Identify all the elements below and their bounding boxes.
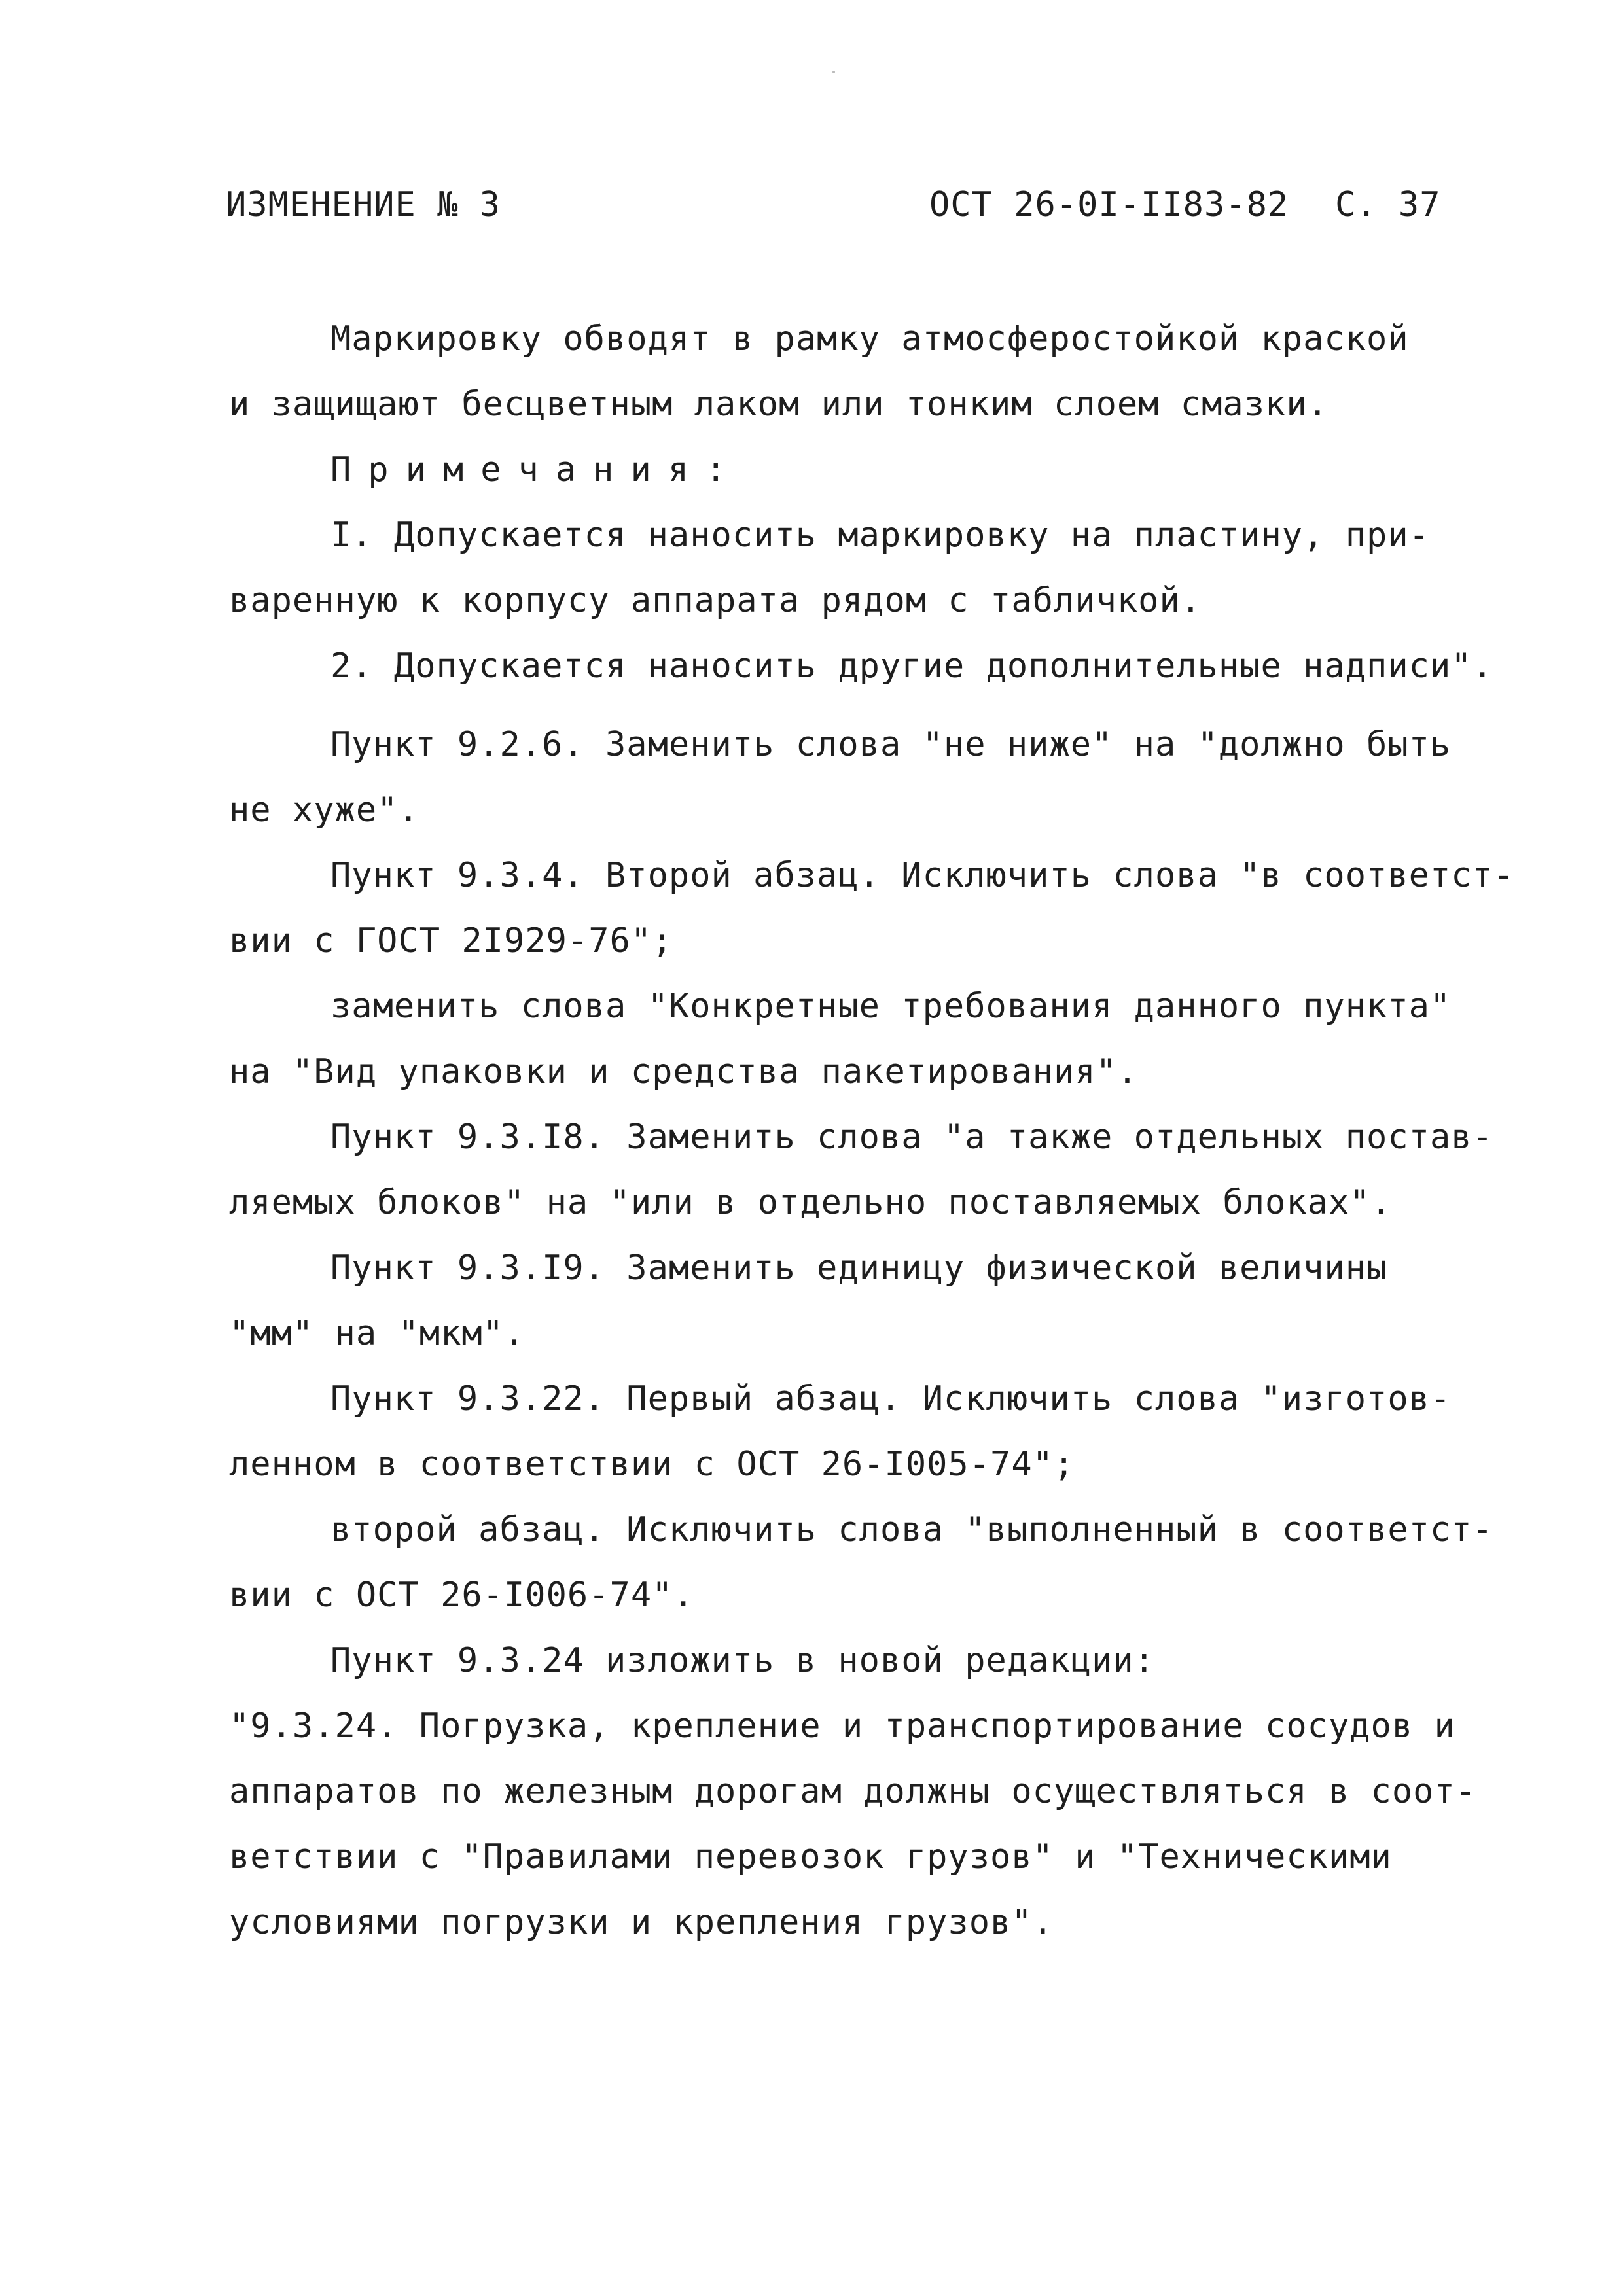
page-label: С. 37 bbox=[1335, 185, 1441, 224]
text-line: ленном в соответствии с ОСТ 26-I005-74"; bbox=[229, 1445, 1075, 1484]
text-line: второй абзац. Исключить слова "выполненный в соответст- bbox=[330, 1510, 1493, 1549]
text-line: "9.3.24. Погрузка, крепление и транспортирование сосудов и bbox=[229, 1706, 1455, 1746]
change-label: ИЗМЕНЕНИЕ № 3 bbox=[226, 185, 501, 224]
text-line: вии с ОСТ 26-I006-74". bbox=[229, 1576, 694, 1615]
notes-heading: Примечания: bbox=[330, 450, 743, 489]
text-line: Пункт 9.3.I9. Заменить единицу физической величины bbox=[330, 1248, 1388, 1288]
text-line: на "Вид упаковки и средства пакетирования". bbox=[229, 1052, 1139, 1091]
text-line: "мм" на "мкм". bbox=[229, 1314, 526, 1353]
text-line: заменить слова "Конкретные требования данного пункта" bbox=[330, 987, 1452, 1026]
text-line: вии с ГОСТ 2I929-76"; bbox=[229, 921, 673, 961]
text-line: ветствии с "Правилами перевозок грузов" и "Техническими bbox=[229, 1837, 1392, 1877]
document-number: ОСТ 26-0I-II83-82 bbox=[929, 185, 1289, 224]
text-line: условиями погрузки и крепления грузов". bbox=[229, 1903, 1054, 1942]
scan-speck bbox=[832, 71, 835, 73]
text-line: I. Допускается наносить маркировку на пластину, при- bbox=[330, 516, 1430, 555]
text-line: Пункт 9.3.I8. Заменить слова "а также отдельных постав- bbox=[330, 1118, 1493, 1157]
text-line: Маркировку обводят в рамку атмосферостойкой краской bbox=[330, 319, 1409, 359]
text-line: и защищают бесцветным лаком или тонким слоем смазки. bbox=[229, 385, 1329, 424]
text-line: аппаратов по железным дорогам должны осуществляться в соот- bbox=[229, 1772, 1477, 1811]
text-line: 2. Допускается наносить другие дополнительные надписи". bbox=[330, 646, 1493, 686]
text-line: Пункт 9.2.6. Заменить слова "не ниже" на "должно быть bbox=[330, 725, 1452, 764]
text-line: ляемых блоков" на "или в отдельно поставляемых блоках". bbox=[229, 1183, 1392, 1222]
text-line: не хуже". bbox=[229, 790, 419, 830]
text-line: Пункт 9.3.4. Второй абзац. Исключить слова "в соответст- bbox=[330, 856, 1515, 895]
text-line: Пункт 9.3.24 изложить в новой редакции: bbox=[330, 1641, 1155, 1680]
text-line: Пункт 9.3.22. Первый абзац. Исключить слова "изготов- bbox=[330, 1379, 1452, 1419]
text-line: варенную к корпусу аппарата рядом с табличкой. bbox=[229, 581, 1202, 620]
